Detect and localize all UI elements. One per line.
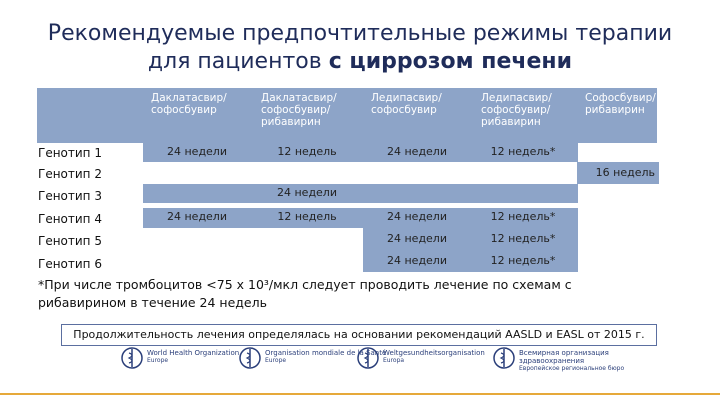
header-daclatasvir-sofosbuvir-ribavirin: Даклатасвир/ софосбувир/ рибавирин [261, 92, 337, 128]
logo-who-fr-name: Organisation mondiale de la Santé [265, 349, 387, 357]
cell-g1-ldv-sof: 24 недели [386, 145, 447, 158]
cell-g6-ldv-sof-rbv: 12 недель* [490, 254, 556, 267]
row-label-genotype-2: Генотип 2 [38, 167, 102, 181]
header-ledipasvir-sofosbuvir-ribavirin: Ледипасвир/ софосбувир/ рибавирин [481, 92, 552, 128]
cell-g5-ldv-sof-rbv: 12 недель* [490, 232, 556, 245]
logo-who-de-name: Weltgesundheitsorganisation [383, 349, 485, 357]
who-logos [120, 346, 680, 386]
logo-who-ru-region: Европейское региональное бюро [519, 365, 625, 372]
title-line-2-normal: для пациентов [147, 49, 329, 74]
logo-who-de [356, 346, 485, 370]
header-ledipasvir-sofosbuvir: Ледипасвир/ софосбувир [371, 92, 442, 116]
logo-who-en-name: World Health Organization [147, 349, 240, 357]
cell-g2-sof-rbv: 16 недель [595, 166, 655, 179]
logo-who-en [120, 346, 239, 370]
row-label-genotype-5: Генотип 5 [38, 234, 102, 248]
cell-g1-dcv-sof: 24 недели [166, 145, 227, 158]
row-label-genotype-6: Генотип 6 [38, 257, 102, 271]
who-emblem-icon [120, 346, 144, 370]
cell-g4-dcv-sof: 24 недели [166, 210, 227, 223]
header-sofosbuvir-ribavirin: Софосбувир/ рибавирин [585, 92, 656, 116]
logo-who-fr-region: Europe [265, 357, 287, 364]
logo-who-ru [492, 346, 659, 373]
cell-g4-ldv-sof: 24 недели [386, 210, 447, 223]
cell-g3-dcv-sof-rbv: 24 недели [276, 186, 337, 199]
who-emblem-icon [492, 346, 516, 370]
row-label-genotype-1: Генотип 1 [38, 146, 102, 160]
who-emblem-icon [356, 346, 380, 370]
footnote: *При числе тромбоцитов <75 x 10³/мкл следует проводить лечение по схемам с рибавирином в течение 24 недель [38, 277, 572, 310]
header-daclatasvir-sofosbuvir: Даклатасвир/ софосбувир [151, 92, 227, 116]
who-emblem-icon [238, 346, 262, 370]
slide-title [0, 20, 720, 76]
row-label-genotype-3: Генотип 3 [38, 189, 102, 203]
title-line-1: Рекомендуемые предпочтительные режимы терапии [47, 21, 673, 46]
cell-g4-ldv-sof-rbv: 12 недель* [490, 210, 556, 223]
cell-g5-ldv-sof: 24 недели [386, 232, 447, 245]
title-line-2 [0, 48, 720, 76]
bottom-strip [0, 395, 720, 405]
cell-g6-ldv-sof: 24 недели [386, 254, 447, 267]
cell-g4-dcv-sof-rbv: 12 недель [277, 210, 337, 223]
cell-g1-ldv-sof-rbv: 12 недель* [490, 145, 556, 158]
cell-g1-dcv-sof-rbv: 12 недель [277, 145, 337, 158]
title-line-2-bold: с циррозом печени [328, 49, 573, 74]
logo-who-en-region: Europe [147, 357, 169, 364]
guideline-note: Продолжительность лечения определялась на основании рекомендаций AASLD и EASL от 2015 г. [61, 324, 657, 346]
row-label-genotype-4: Генотип 4 [38, 212, 102, 226]
logo-who-ru-name: Всемирная организация здравоохранения [519, 349, 609, 365]
logo-who-de-region: Europa [383, 357, 405, 364]
